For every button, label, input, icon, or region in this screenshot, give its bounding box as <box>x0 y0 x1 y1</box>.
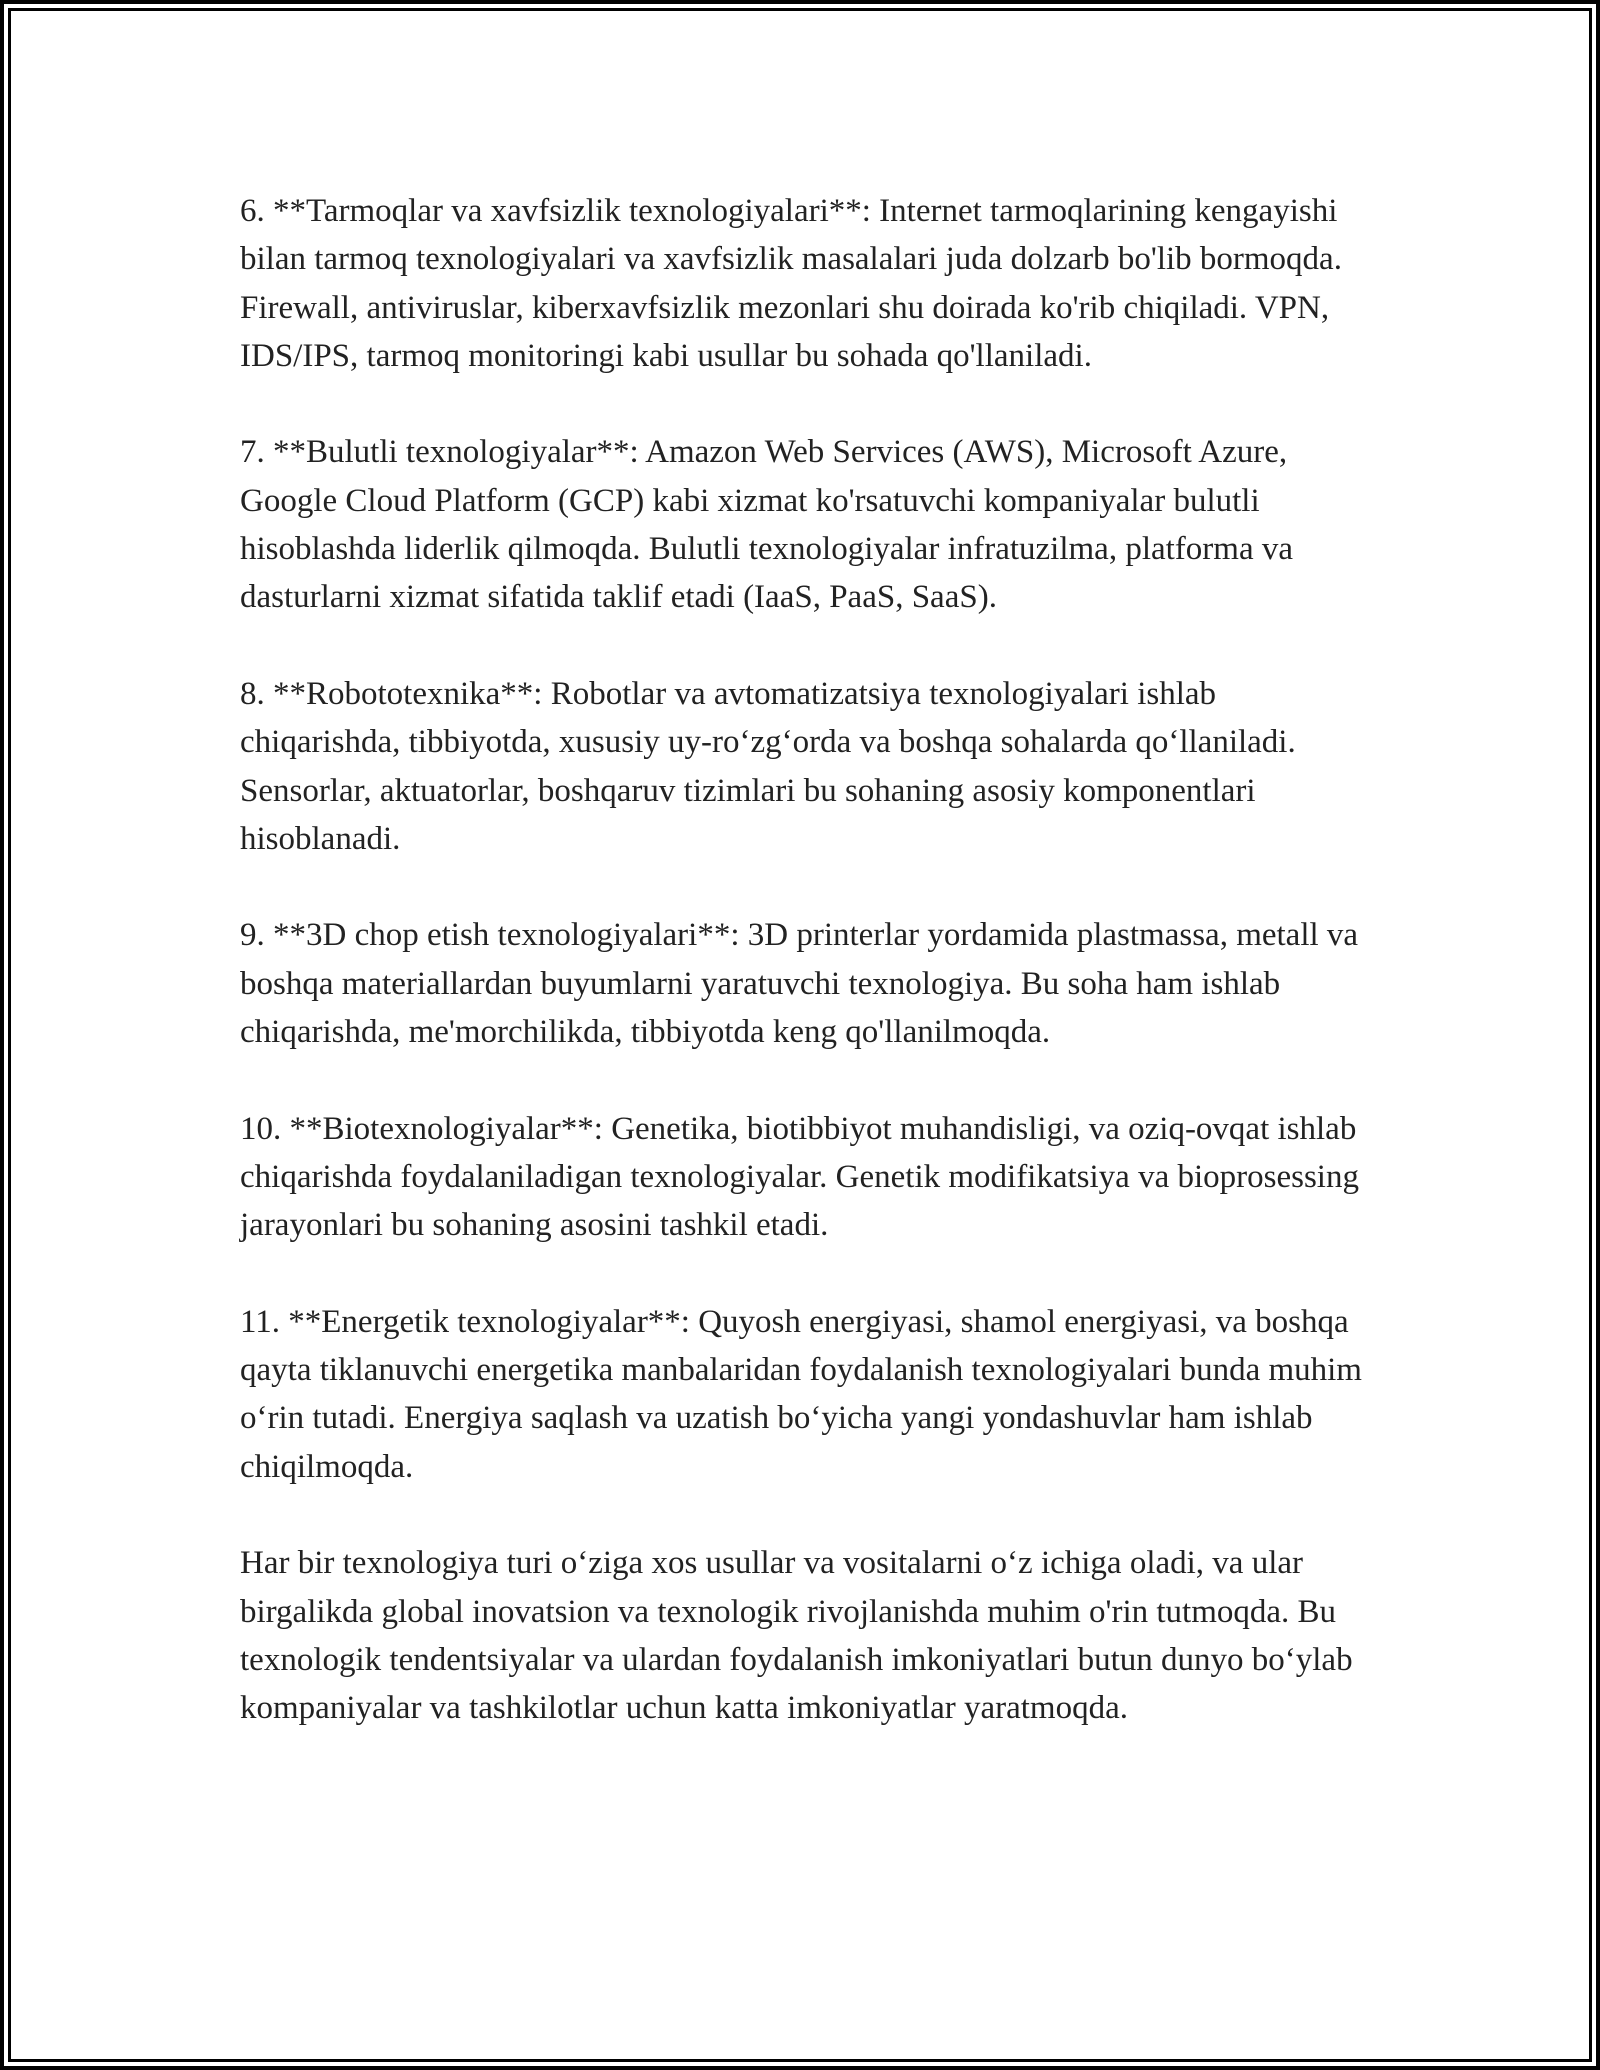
paragraph-item-9: 9. **3D chop etish texnologiyalari**: 3D printerlar yordamida plastmassa, metall va boshqa materiallardan buyumlarni yaratuvchi texnologiya. Bu soha ham ishlab chiqarishda, me'morchilikda, tibbiyotda keng qo'llanilmoqda. <box>240 917 1359 1051</box>
document-body <box>240 187 1376 1781</box>
paragraph-item-7: 7. **Bulutli texnologiyalar**: Amazon Web Services (AWS), Microsoft Azure, Google Cloud Platform (GCP) kabi xizmat ko'rsatuvchi kompaniyalar bulutli hisoblashda liderlik qilmoqda. Bulutli texnologiyalar infratuzilma, platforma va dasturlarni xizmat sifatida taklif etadi (IaaS, PaaS, SaaS). <box>240 434 1294 616</box>
paragraph-item-6: 6. **Tarmoqlar va xavfsizlik texnologiyalari**: Internet tarmoqlarining kengayishi bilan tarmoq texnologiyalari va xavfsizlik masalalari juda dolzarb bo'lib bormoqda. Firewall, antiviruslar, kiberxavfsizlik mezonlari shu doirada ko'rib chiqiladi. VPN, IDS/IPS, tarmoq monitoringi kabi usullar bu sohada qo'llaniladi. <box>240 193 1342 374</box>
conclusion-paragraph: Har bir texnologiya turi o‘ziga xos usullar va vositalarni o‘z ichiga oladi, va ular birgalikda global inovatsion va texnologik rivojlanishda muhim o'rin tutmoqda. Bu texnologik tendentsiyalar va ulardan foydalanish imkoniyatlari butun dunyo bo‘ylab kompaniyalar va tashkilotlar uchun katta imkoniyatlar yaratmoqda. <box>240 1545 1353 1727</box>
paragraph-item-10: 10. **Biotexnologiyalar**: Genetika, biotibbiyot muhandisligi, va oziq-ovqat ishlab chiqarishda foydalaniladigan texnologiyalar. Genetik modifikatsiya va bioprosessing jarayonlari bu sohaning asosini tashkil etadi. <box>240 1110 1359 1244</box>
paragraph-item-11: 11. **Energetik texnologiyalar**: Quyosh energiyasi, shamol energiyasi, va boshqa qayta tiklanuvchi energetika manbalaridan foydalanish texnologiyalari bunda muhim o‘rin tutadi. Energiya saqlash va uzatish bo‘yicha yangi yondashuvlar ham ishlab chiqilmoqda. <box>240 1303 1362 1485</box>
paragraph-item-8: 8. **Robototexnika**: Robotlar va avtomatizatsiya texnologiyalari ishlab chiqarishda, tibbiyotda, xususiy uy-ro‘zg‘orda va boshqa sohalarda qo‘llaniladi. Sensorlar, aktuatorlar, boshqaruv tizimlari bu sohaning asosiy komponentlari hisoblanadi. <box>240 675 1296 857</box>
